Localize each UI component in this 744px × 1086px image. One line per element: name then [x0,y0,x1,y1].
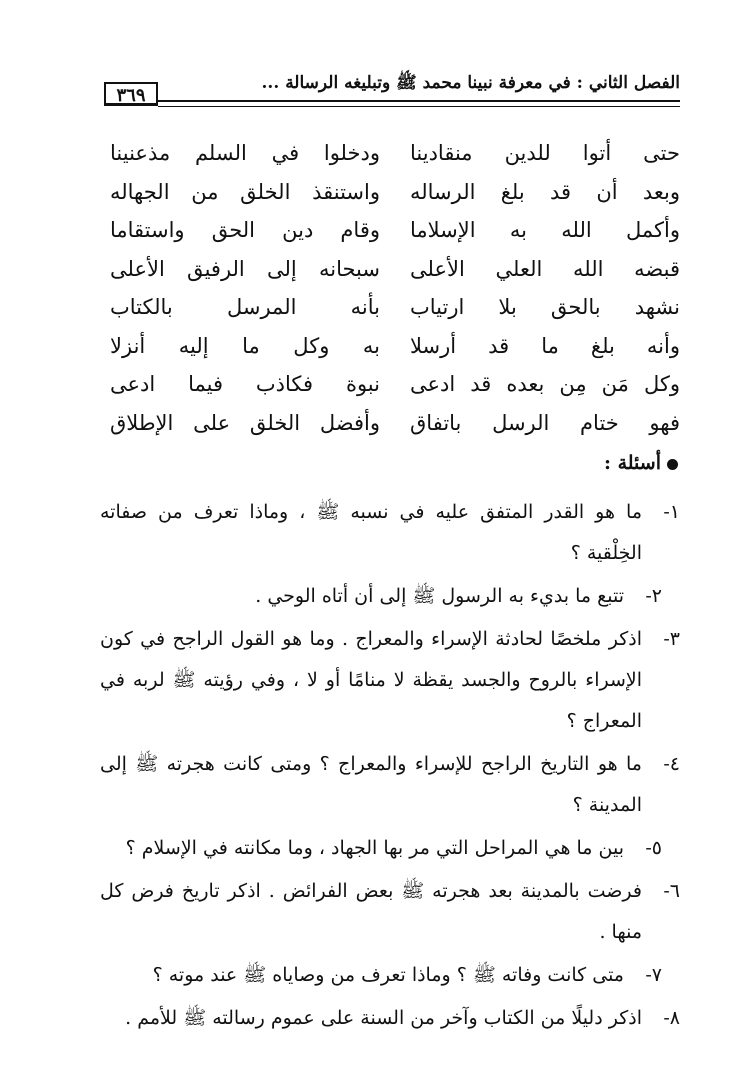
verse-first-hemistich: فهو ختام الرسل باتفاق [410,410,680,435]
verse-second-hemistich: سبحانه إلى الرفيق الأعلى [110,256,380,281]
questions-heading [604,452,678,474]
verse [110,365,680,404]
verse [110,327,680,366]
question-number: ٣- [663,628,680,650]
verse [110,288,680,327]
verse [110,173,680,212]
question-number: ٦- [663,880,680,902]
question-number: ٥- [645,837,662,859]
verse-second-hemistich: به وكل ما إليه أنزلا [110,333,380,358]
verse [110,404,680,443]
verse-second-hemistich: نبوة فكاذب فيما ادعى [110,372,380,397]
verse-second-hemistich: وأفضل الخلق على الإطلاق [110,410,380,435]
poem [110,134,680,442]
question-item [100,955,680,996]
verse-second-hemistich: ودخلوا في السلم مذعنينا [110,141,380,166]
header-rule [158,100,680,107]
question-item [100,744,680,826]
question-item [100,871,680,953]
bullet-icon [667,459,678,470]
question-text: اذكر دليلًا من الكتاب وآخر من السنة على عموم رسالته ﷺ للأمم . [125,1007,642,1029]
question-text: فرضت بالمدينة بعد هجرته ﷺ بعض الفرائض . اذكر تاريخ فرض كل منها . [100,880,642,943]
verse-second-hemistich: واستنقذ الخلق من الجهاله [110,179,380,204]
verse-second-hemistich: بأنه المرسل بالكتاب [110,295,380,320]
verse-second-hemistich: وقام دين الحق واستقاما [110,218,380,243]
verse [110,211,680,250]
question-text: ما هو القدر المتفق عليه في نسبه ﷺ ، وماذا تعرف من صفاته الخِلْقية ؟ [100,501,642,564]
verse-first-hemistich: وبعد أن قد بلغ الرساله [410,179,680,204]
verse [110,134,680,173]
questions-list [100,492,680,1041]
question-number: ١- [663,501,680,523]
verse [110,250,680,289]
question-number: ٢- [645,585,662,607]
page-header [104,72,680,106]
question-number: ٧- [645,964,662,986]
running-title: الفصل الثاني : في معرفة نبينا محمد ﷺ وتبليغه الرسالة ... [261,73,680,93]
question-number: ٨- [663,1007,680,1029]
verse-first-hemistich: وكل مَن مِن بعده قد ادعى [410,372,680,397]
question-item [100,576,680,617]
question-text: اذكر ملخصًا لحادثة الإسراء والمعراج . وما هو القول الراجح في كون الإسراء بالروح والجسد يقظة لا منامًا أو لا ، وفي رؤيته ﷺ لربه في المعراج ؟ [100,628,642,732]
questions-heading-label: أسئلة : [603,452,661,474]
question-item [100,619,680,742]
question-text: بين ما هي المراحل التي مر بها الجهاد ، وما مكانته في الإسلام ؟ [125,837,624,859]
question-text: متى كانت وفاته ﷺ ؟ وماذا تعرف من وصاياه ﷺ عند موته ؟ [152,964,624,986]
question-item [100,828,680,869]
verse-first-hemistich: وأكمل الله به الإسلاما [410,218,680,243]
question-text: ما هو التاريخ الراجح للإسراء والمعراج ؟ ومتى كانت هجرته ﷺ إلى المدينة ؟ [100,753,642,816]
verse-first-hemistich: نشهد بالحق بلا ارتياب [410,295,680,320]
verse-first-hemistich: حتى أتوا للدين منقادينا [410,141,680,166]
verse-first-hemistich: قبضه الله العلي الأعلى [410,256,680,281]
question-item [100,492,680,574]
page-number: ٣٦٩ [104,82,158,106]
question-text: تتبع ما بديء به الرسول ﷺ إلى أن أتاه الوحي . [255,585,624,607]
question-number: ٤- [663,753,680,775]
question-item [100,998,680,1039]
verse-first-hemistich: وأنه بلغ ما قد أرسلا [410,333,680,358]
